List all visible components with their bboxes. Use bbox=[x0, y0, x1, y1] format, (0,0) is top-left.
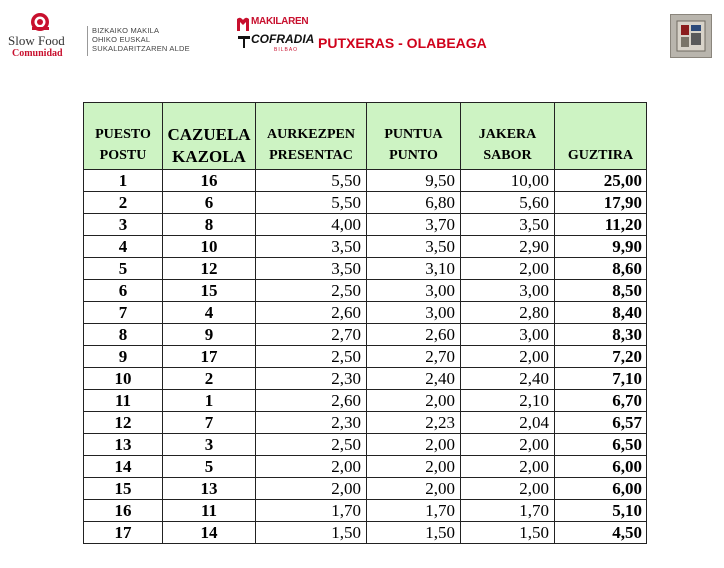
cell-puntua: 1,70 bbox=[367, 500, 461, 522]
cell-aurkezpen: 4,00 bbox=[256, 214, 367, 236]
cell-aurkezpen: 2,50 bbox=[256, 346, 367, 368]
table-row bbox=[84, 170, 647, 192]
cell-puesto: 14 bbox=[84, 456, 163, 478]
cell-jakera: 2,00 bbox=[461, 478, 555, 500]
cell-puntua: 1,50 bbox=[367, 522, 461, 544]
logo-divider bbox=[87, 26, 88, 56]
badge-emblem-icon bbox=[671, 15, 711, 57]
table-row bbox=[84, 456, 647, 478]
cell-puntua: 3,50 bbox=[367, 236, 461, 258]
cell-puesto: 3 bbox=[84, 214, 163, 236]
cell-guztira: 6,50 bbox=[555, 434, 647, 456]
header-cazuela: CAZUELA KAZOLA bbox=[163, 103, 256, 170]
cell-cazuela: 10 bbox=[163, 236, 256, 258]
cell-aurkezpen: 2,60 bbox=[256, 390, 367, 412]
header-puesto: PUESTO POSTU bbox=[84, 103, 163, 170]
cell-puesto: 10 bbox=[84, 368, 163, 390]
table-row bbox=[84, 192, 647, 214]
cell-puesto: 12 bbox=[84, 412, 163, 434]
cell-jakera: 1,50 bbox=[461, 522, 555, 544]
cell-aurkezpen: 1,70 bbox=[256, 500, 367, 522]
cell-puesto: 17 bbox=[84, 522, 163, 544]
cell-aurkezpen: 2,50 bbox=[256, 280, 367, 302]
cell-aurkezpen: 2,30 bbox=[256, 412, 367, 434]
header-guztira: GUZTIRA bbox=[555, 103, 647, 170]
cell-guztira: 6,57 bbox=[555, 412, 647, 434]
cell-guztira: 8,50 bbox=[555, 280, 647, 302]
cell-puesto: 5 bbox=[84, 258, 163, 280]
cell-cazuela: 5 bbox=[163, 456, 256, 478]
cofradia-m-icon bbox=[236, 16, 250, 32]
table-row bbox=[84, 236, 647, 258]
cell-puesto: 2 bbox=[84, 192, 163, 214]
cell-cazuela: 17 bbox=[163, 346, 256, 368]
cell-cazuela: 14 bbox=[163, 522, 256, 544]
cell-guztira: 5,10 bbox=[555, 500, 647, 522]
cell-puntua: 2,00 bbox=[367, 390, 461, 412]
cell-puntua: 2,23 bbox=[367, 412, 461, 434]
table-row bbox=[84, 522, 647, 544]
header-aurkezpen: AURKEZPEN PRESENTAC bbox=[256, 103, 367, 170]
cell-puesto: 6 bbox=[84, 280, 163, 302]
results-table bbox=[83, 102, 647, 544]
table-row bbox=[84, 302, 647, 324]
cell-aurkezpen: 5,50 bbox=[256, 170, 367, 192]
slow-food-title: Slow Food bbox=[8, 33, 65, 48]
header-jakera: JAKERA SABOR bbox=[461, 103, 555, 170]
cell-guztira: 7,10 bbox=[555, 368, 647, 390]
cell-cazuela: 16 bbox=[163, 170, 256, 192]
cell-guztira: 25,00 bbox=[555, 170, 647, 192]
table-row bbox=[84, 258, 647, 280]
table-row bbox=[84, 368, 647, 390]
cell-puesto: 15 bbox=[84, 478, 163, 500]
table-row bbox=[84, 390, 647, 412]
cell-puntua: 2,40 bbox=[367, 368, 461, 390]
cell-guztira: 8,60 bbox=[555, 258, 647, 280]
cell-jakera: 10,00 bbox=[461, 170, 555, 192]
table-row bbox=[84, 280, 647, 302]
cell-aurkezpen: 2,50 bbox=[256, 434, 367, 456]
cell-guztira: 11,20 bbox=[555, 214, 647, 236]
cell-jakera: 2,00 bbox=[461, 456, 555, 478]
cell-puntua: 3,00 bbox=[367, 302, 461, 324]
cell-cazuela: 15 bbox=[163, 280, 256, 302]
table-row bbox=[84, 434, 647, 456]
table-row bbox=[84, 478, 647, 500]
cell-puesto: 8 bbox=[84, 324, 163, 346]
cell-guztira: 4,50 bbox=[555, 522, 647, 544]
cell-aurkezpen: 2,00 bbox=[256, 478, 367, 500]
slow-food-subtitle: Comunidad bbox=[12, 48, 63, 59]
cell-aurkezpen: 2,00 bbox=[256, 456, 367, 478]
table-row bbox=[84, 412, 647, 434]
cell-jakera: 2,90 bbox=[461, 236, 555, 258]
cell-guztira: 6,00 bbox=[555, 456, 647, 478]
cell-cazuela: 8 bbox=[163, 214, 256, 236]
cell-puntua: 3,70 bbox=[367, 214, 461, 236]
cell-puntua: 3,00 bbox=[367, 280, 461, 302]
event-title: PUTXERAS - OLABEAGA bbox=[318, 35, 487, 51]
cell-guztira: 9,90 bbox=[555, 236, 647, 258]
cofradia-word: COFRADIA bbox=[251, 32, 315, 46]
cell-jakera: 2,00 bbox=[461, 346, 555, 368]
cell-aurkezpen: 2,70 bbox=[256, 324, 367, 346]
cell-cazuela: 4 bbox=[163, 302, 256, 324]
cell-guztira: 8,40 bbox=[555, 302, 647, 324]
cell-cazuela: 6 bbox=[163, 192, 256, 214]
cell-guztira: 6,00 bbox=[555, 478, 647, 500]
snail-icon bbox=[30, 12, 50, 32]
cell-cazuela: 11 bbox=[163, 500, 256, 522]
cell-cazuela: 13 bbox=[163, 478, 256, 500]
cell-jakera: 1,70 bbox=[461, 500, 555, 522]
cell-jakera: 2,04 bbox=[461, 412, 555, 434]
cell-cazuela: 2 bbox=[163, 368, 256, 390]
cell-cazuela: 3 bbox=[163, 434, 256, 456]
cell-guztira: 7,20 bbox=[555, 346, 647, 368]
cell-puesto: 9 bbox=[84, 346, 163, 368]
cell-puesto: 4 bbox=[84, 236, 163, 258]
tagline-line-1: BIZKAIKO MAKILA bbox=[92, 26, 160, 35]
cell-cazuela: 12 bbox=[163, 258, 256, 280]
cell-guztira: 17,90 bbox=[555, 192, 647, 214]
cofradia-city: BILBAO bbox=[274, 47, 299, 53]
cell-cazuela: 7 bbox=[163, 412, 256, 434]
table-row bbox=[84, 346, 647, 368]
cell-jakera: 2,40 bbox=[461, 368, 555, 390]
cell-guztira: 8,30 bbox=[555, 324, 647, 346]
table-row bbox=[84, 500, 647, 522]
header-puntua: PUNTUA PUNTO bbox=[367, 103, 461, 170]
tagline-line-2: OHIKO EUSKAL bbox=[92, 35, 151, 44]
header-row bbox=[84, 103, 647, 170]
cell-puesto: 16 bbox=[84, 500, 163, 522]
cell-aurkezpen: 2,60 bbox=[256, 302, 367, 324]
cell-puntua: 3,10 bbox=[367, 258, 461, 280]
cofradia-name: MAKILAREN bbox=[251, 16, 309, 27]
cell-puntua: 2,60 bbox=[367, 324, 461, 346]
cell-aurkezpen: 1,50 bbox=[256, 522, 367, 544]
slow-food-logo bbox=[8, 12, 88, 58]
cell-puntua: 2,00 bbox=[367, 456, 461, 478]
slow-food-tagline bbox=[92, 26, 190, 53]
cell-aurkezpen: 3,50 bbox=[256, 258, 367, 280]
cofradia-c-icon bbox=[236, 33, 252, 49]
cell-aurkezpen: 2,30 bbox=[256, 368, 367, 390]
cell-jakera: 3,50 bbox=[461, 214, 555, 236]
cell-puesto: 13 bbox=[84, 434, 163, 456]
cell-jakera: 2,80 bbox=[461, 302, 555, 324]
tagline-line-3: SUKALDARITZAREN ALDE bbox=[92, 44, 190, 53]
cell-guztira: 6,70 bbox=[555, 390, 647, 412]
cell-puntua: 2,00 bbox=[367, 478, 461, 500]
cell-jakera: 3,00 bbox=[461, 280, 555, 302]
cell-puesto: 7 bbox=[84, 302, 163, 324]
cell-jakera: 2,00 bbox=[461, 258, 555, 280]
cell-cazuela: 9 bbox=[163, 324, 256, 346]
cell-puntua: 6,80 bbox=[367, 192, 461, 214]
cell-aurkezpen: 3,50 bbox=[256, 236, 367, 258]
cell-puesto: 1 bbox=[84, 170, 163, 192]
table-row bbox=[84, 214, 647, 236]
cell-jakera: 5,60 bbox=[461, 192, 555, 214]
cell-jakera: 2,10 bbox=[461, 390, 555, 412]
cell-puntua: 2,70 bbox=[367, 346, 461, 368]
cell-puntua: 2,00 bbox=[367, 434, 461, 456]
cell-puntua: 9,50 bbox=[367, 170, 461, 192]
cell-aurkezpen: 5,50 bbox=[256, 192, 367, 214]
cell-jakera: 3,00 bbox=[461, 324, 555, 346]
results-body bbox=[84, 170, 647, 544]
badge-image bbox=[670, 14, 712, 58]
cell-puesto: 11 bbox=[84, 390, 163, 412]
cell-jakera: 2,00 bbox=[461, 434, 555, 456]
table-row bbox=[84, 324, 647, 346]
cofradia-logo bbox=[236, 14, 316, 58]
cell-cazuela: 1 bbox=[163, 390, 256, 412]
